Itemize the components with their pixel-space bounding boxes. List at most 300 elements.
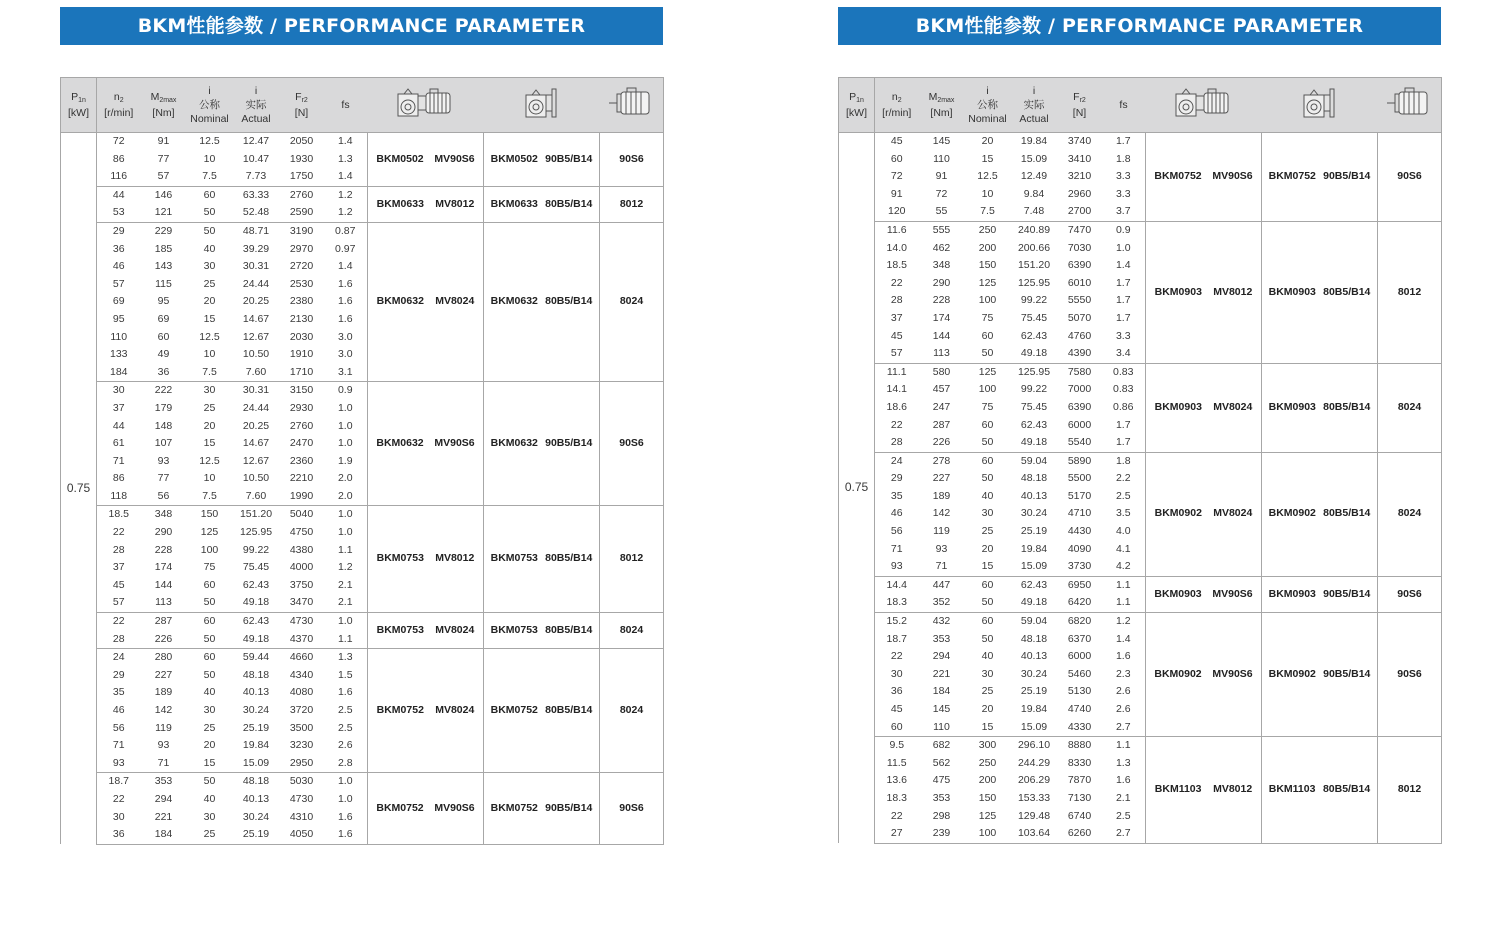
flange-model-cell — [484, 613, 600, 649]
service-factor-cell: 1.3 — [337, 152, 353, 165]
speed-cell: 37 — [112, 561, 125, 574]
radial-load-cell: 1990 — [280, 488, 324, 506]
reducer-model: BKM1103 — [1268, 783, 1316, 796]
radial-load-cell: 3740 — [1058, 133, 1102, 151]
torque-cell: 221 — [932, 667, 951, 680]
reducer-model: BKM1103 — [1154, 783, 1202, 796]
actual-ratio-cell: 24.44 — [242, 277, 270, 290]
speed-header-symbol: n — [113, 91, 120, 103]
gearbox-with-flange-icon — [1298, 85, 1342, 125]
radial-load-cell: 7000 — [1067, 383, 1092, 396]
nominal-ratio-cell: 12.5 — [199, 454, 220, 467]
nominal-ratio-cell: 60 — [965, 576, 1011, 594]
nominal-ratio-cell: 60 — [187, 649, 233, 667]
speed-cell: 110 — [110, 330, 128, 343]
torque-header-subscript: 2max — [937, 97, 955, 104]
nominal-ratio-cell: 15 — [965, 558, 1011, 576]
nominal-ratio-cell: 15 — [203, 437, 216, 450]
speed-cell: 28 — [97, 631, 141, 649]
nominal-ratio-cell: 50 — [981, 632, 994, 645]
nominal-ratio-cell: 75 — [203, 561, 216, 574]
speed-cell: 24 — [97, 649, 141, 667]
actual-ratio-cell: 129.48 — [1017, 809, 1051, 822]
reducer-model: BKM0753 — [376, 623, 424, 636]
motor-frame-cell: 90S6 — [1378, 613, 1442, 737]
gearmotor-model-cell — [1146, 613, 1262, 737]
nominal-ratio-cell: 7.5 — [187, 488, 233, 506]
service-factor-cell: 1.2 — [1102, 613, 1146, 631]
motor-frame-cell: 8012 — [600, 506, 664, 613]
actual-ratio-cell: 200.66 — [1017, 241, 1051, 254]
speed-cell: 93 — [97, 755, 141, 773]
table-row — [61, 613, 664, 631]
service-factor-cell: 1.0 — [337, 401, 353, 414]
flange-model-cell — [484, 133, 600, 187]
table-row — [839, 221, 1442, 239]
reducer-model: BKM0752 — [376, 704, 424, 716]
actual-ratio-header-symbol: i — [1032, 85, 1036, 97]
radial-load-cell: 2210 — [289, 472, 314, 485]
speed-cell: 56 — [112, 721, 125, 734]
motor-model: MV90S6 — [1212, 667, 1253, 680]
speed-cell: 53 — [97, 204, 141, 222]
torque-cell: 475 — [932, 774, 951, 787]
torque-cell: 298 — [932, 809, 951, 822]
speed-cell: 46 — [890, 507, 903, 520]
radial-load-cell: 6260 — [1058, 825, 1102, 843]
speed-header-unit: [r/min] — [104, 107, 134, 119]
nominal-ratio-cell: 10 — [203, 152, 216, 165]
nominal-ratio-cell: 20 — [965, 133, 1011, 151]
motor-model: MV90S6 — [434, 152, 475, 165]
service-factor-cell: 0.9 — [324, 382, 368, 400]
torque-cell: 189 — [154, 686, 173, 699]
service-factor-cell: 1.6 — [1115, 650, 1131, 663]
radial-load-cell: 4090 — [1067, 542, 1092, 555]
power-header-unit: [kW] — [846, 107, 867, 119]
speed-cell: 18.3 — [875, 594, 919, 612]
nominal-ratio-cell: 40 — [203, 792, 216, 805]
torque-cell: 239 — [919, 825, 965, 843]
motor-model: MV8012 — [1213, 285, 1253, 298]
gearmotor-with-motor-icon — [394, 85, 458, 125]
motor-frame-cell: 8024 — [600, 649, 664, 773]
actual-ratio-cell: 12.67 — [242, 454, 270, 467]
speed-cell: 18.6 — [886, 400, 907, 413]
nominal-ratio-cell: 30 — [203, 260, 216, 273]
radial-load-cell: 2970 — [289, 242, 314, 255]
actual-ratio-cell: 62.43 — [1011, 576, 1058, 594]
radial-load-cell: 1910 — [289, 348, 314, 361]
actual-ratio-cell: 296.10 — [1011, 737, 1058, 755]
performance-table — [838, 77, 1442, 844]
actual-ratio-cell: 125.95 — [239, 526, 273, 539]
motor-model: MV90S6 — [1212, 587, 1253, 600]
speed-cell: 35 — [890, 489, 903, 502]
gearmotor-model-cell — [1146, 133, 1262, 222]
gearmotor-with-motor-icon — [1172, 85, 1236, 125]
header-row — [61, 78, 664, 133]
config-header-2 — [484, 78, 600, 133]
nominal-ratio-cell: 40 — [981, 650, 994, 663]
radial-load-cell: 2380 — [289, 295, 314, 308]
table-row — [61, 649, 664, 667]
reducer-model: BKM0632 — [490, 437, 538, 450]
torque-cell: 55 — [919, 203, 965, 221]
actual-ratio-cell: 125.95 — [1011, 363, 1058, 381]
power-cell: 0.75 — [839, 133, 875, 844]
torque-cell: 247 — [932, 400, 951, 413]
service-factor-cell: 2.7 — [1102, 825, 1146, 843]
radial-load-cell: 5550 — [1067, 294, 1092, 307]
flange-model-cell — [484, 506, 600, 613]
actual-ratio-cell: 40.13 — [1020, 489, 1048, 502]
actual-ratio-cell: 49.18 — [1011, 434, 1058, 452]
speed-cell: 36 — [890, 685, 903, 698]
service-factor-cell: 1.4 — [1115, 259, 1131, 272]
torque-cell: 119 — [933, 525, 950, 538]
actual-ratio-cell: 25.19 — [1020, 685, 1048, 698]
actual-ratio-cell: 30.24 — [242, 810, 270, 823]
speed-cell: 11.1 — [875, 363, 919, 381]
actual-ratio-cell: 30.24 — [1020, 667, 1048, 680]
actual-ratio-cell: 49.18 — [1011, 345, 1058, 363]
radial-load-cell: 5500 — [1067, 472, 1092, 485]
nominal-ratio-cell: 30 — [981, 667, 994, 680]
speed-cell: 18.5 — [886, 259, 907, 272]
torque-cell: 184 — [141, 826, 187, 844]
service-factor-cell: 2.1 — [1115, 791, 1131, 804]
actual-ratio-cell: 49.18 — [233, 631, 280, 649]
speed-cell: 71 — [112, 739, 125, 752]
speed-cell: 184 — [97, 364, 141, 382]
torque-cell: 119 — [155, 721, 172, 734]
radial-load-cell: 3730 — [1058, 558, 1102, 576]
motor-frame-cell: 8024 — [600, 613, 664, 649]
actual-ratio-header — [1011, 78, 1058, 133]
flange-model-cell — [1262, 363, 1378, 452]
actual-ratio-header — [233, 78, 280, 133]
actual-ratio-header-cn: 实际 — [245, 99, 267, 111]
radial-load-header — [1058, 78, 1102, 133]
radial-load-cell: 5540 — [1058, 434, 1102, 452]
service-factor-cell: 1.7 — [1102, 434, 1146, 452]
nominal-ratio-cell: 25 — [981, 685, 994, 698]
actual-ratio-cell: 75.45 — [1020, 311, 1048, 324]
actual-ratio-cell: 151.20 — [1017, 259, 1051, 272]
gearmotor-model-cell — [1146, 452, 1262, 576]
service-factor-cell: 1.0 — [324, 613, 368, 631]
speed-cell: 60 — [875, 719, 919, 737]
motor-frame-cell: 8012 — [1378, 737, 1442, 844]
radial-load-cell: 2930 — [289, 401, 314, 414]
actual-ratio-cell: 40.13 — [242, 792, 270, 805]
speed-cell: 118 — [97, 488, 141, 506]
speed-cell: 18.3 — [886, 791, 907, 804]
flange-model-cell — [1262, 452, 1378, 576]
radial-load-cell: 7870 — [1067, 774, 1092, 787]
radial-load-cell: 4760 — [1067, 329, 1092, 342]
actual-ratio-cell: 52.48 — [233, 204, 280, 222]
speed-cell: 29 — [97, 222, 141, 240]
torque-cell: 145 — [919, 133, 965, 151]
flange-type: 80B5/B14 — [1323, 285, 1371, 298]
reducer-model: BKM0752 — [1268, 170, 1316, 183]
torque-cell: 72 — [935, 187, 948, 200]
actual-ratio-cell: 30.24 — [1020, 507, 1048, 520]
radial-load-cell: 4730 — [280, 613, 324, 631]
speed-cell: 69 — [112, 295, 125, 308]
service-factor-cell: 1.4 — [324, 168, 368, 186]
flange-model-cell — [484, 222, 600, 381]
radial-load-cell: 6420 — [1058, 594, 1102, 612]
actual-ratio-cell: 12.47 — [233, 133, 280, 151]
torque-cell: 174 — [154, 561, 173, 574]
nominal-ratio-cell: 20 — [981, 703, 994, 715]
actual-ratio-cell: 30.31 — [233, 382, 280, 400]
actual-ratio-cell: 15.09 — [1011, 719, 1058, 737]
flange-type: 80B5/B14 — [545, 197, 593, 210]
torque-cell: 56 — [141, 488, 187, 506]
service-factor-cell: 2.6 — [1115, 685, 1131, 698]
power-header-subscript: 1n — [856, 97, 864, 104]
torque-cell: 93 — [157, 454, 170, 467]
torque-cell: 91 — [141, 133, 187, 151]
speed-cell: 86 — [112, 472, 125, 485]
speed-cell: 11.6 — [875, 221, 919, 239]
radial-load-cell: 3230 — [289, 739, 314, 752]
torque-cell: 280 — [141, 649, 187, 667]
torque-cell: 447 — [919, 576, 965, 594]
torque-header-unit: [Nm] — [930, 107, 953, 119]
speed-cell: 30 — [97, 382, 141, 400]
speed-cell: 60 — [890, 152, 903, 165]
radial-load-cell: 4740 — [1067, 703, 1092, 715]
service-factor-cell: 1.6 — [337, 312, 353, 325]
reducer-model: BKM0633 — [490, 197, 538, 210]
speed-header-symbol: n — [891, 91, 898, 103]
radial-load-cell: 2960 — [1067, 187, 1092, 200]
nominal-ratio-cell: 15 — [981, 152, 994, 165]
reducer-model: BKM0753 — [490, 623, 538, 636]
actual-ratio-cell: 99.22 — [1020, 294, 1048, 307]
reducer-model: BKM0903 — [1154, 400, 1202, 413]
service-factor-cell: 1.8 — [1115, 152, 1131, 165]
service-factor-cell: 2.2 — [1115, 472, 1131, 485]
speed-cell: 116 — [97, 168, 141, 186]
reducer-model: BKM0903 — [1268, 285, 1316, 298]
actual-ratio-cell: 10.47 — [242, 152, 270, 165]
performance-table — [60, 77, 664, 845]
radial-load-cell: 2590 — [280, 204, 324, 222]
actual-ratio-cell: 10.50 — [242, 472, 270, 485]
actual-ratio-cell: 240.89 — [1011, 221, 1058, 239]
speed-cell: 27 — [875, 825, 919, 843]
actual-ratio-cell: 10.50 — [242, 348, 270, 361]
nominal-ratio-cell: 25 — [203, 401, 216, 414]
torque-header-symbol: M — [150, 91, 160, 103]
torque-cell: 353 — [932, 791, 951, 804]
speed-cell: 22 — [112, 792, 125, 805]
reducer-model: BKM0902 — [1268, 667, 1316, 680]
nominal-ratio-cell: 25 — [203, 721, 216, 734]
flange-type: 80B5/B14 — [545, 623, 593, 636]
radial-load-cell: 2760 — [280, 186, 324, 204]
power-cell: 0.75 — [61, 133, 97, 845]
actual-ratio-cell: 206.29 — [1017, 774, 1051, 787]
actual-ratio-cell: 15.09 — [233, 755, 280, 773]
torque-cell: 226 — [919, 434, 965, 452]
nominal-ratio-cell: 125 — [965, 363, 1011, 381]
reducer-model: BKM0753 — [490, 552, 538, 565]
speed-cell: 36 — [112, 242, 125, 255]
gearmotor-model-cell — [1146, 737, 1262, 844]
radial-load-header — [280, 78, 324, 133]
radial-load-cell: 5890 — [1058, 452, 1102, 470]
reducer-model: BKM0752 — [376, 801, 424, 814]
motor-model: MV8024 — [1213, 400, 1253, 413]
speed-header-subscript: 2 — [897, 97, 902, 104]
service-factor-cell: 1.7 — [1115, 294, 1131, 307]
radial-load-header-unit: [N] — [294, 107, 309, 119]
torque-cell: 49 — [157, 348, 170, 361]
service-factor-header — [1102, 78, 1146, 133]
torque-cell: 348 — [932, 259, 951, 272]
torque-cell: 229 — [141, 222, 187, 240]
speed-cell: 46 — [112, 260, 125, 273]
service-factor-cell: 1.4 — [337, 260, 353, 273]
flange-type: 80B5/B14 — [1323, 507, 1371, 520]
nominal-ratio-cell: 50 — [187, 773, 233, 791]
motor-frame-cell: 8024 — [1378, 363, 1442, 452]
speed-header-unit: [r/min] — [882, 107, 912, 119]
radial-load-cell: 1750 — [280, 168, 324, 186]
nominal-ratio-header-symbol: i — [208, 85, 211, 97]
speed-cell: 93 — [875, 558, 919, 576]
table-row — [839, 576, 1442, 594]
radial-load-cell: 7470 — [1058, 221, 1102, 239]
speed-cell: 28 — [112, 543, 125, 556]
torque-cell: 287 — [932, 418, 951, 431]
speed-cell: 15.2 — [875, 613, 919, 631]
radial-load-header-unit: [N] — [1072, 107, 1087, 119]
torque-cell: 462 — [932, 241, 951, 254]
radial-load-header-symbol: F — [1073, 91, 1080, 103]
torque-cell: 189 — [932, 489, 951, 502]
power-header-subscript: 1n — [78, 97, 86, 104]
service-factor-cell: 1.6 — [337, 277, 353, 290]
nominal-ratio-cell: 50 — [187, 594, 233, 612]
actual-ratio-cell: 20.25 — [242, 419, 270, 432]
actual-ratio-cell: 75.45 — [242, 561, 270, 574]
motor-model: MV8012 — [435, 552, 475, 565]
nominal-ratio-cell: 7.5 — [187, 364, 233, 382]
nominal-ratio-cell: 10 — [203, 472, 216, 485]
actual-ratio-cell: 48.71 — [233, 222, 280, 240]
radial-load-cell: 2030 — [289, 330, 314, 343]
radial-load-cell: 7580 — [1058, 363, 1102, 381]
radial-load-cell: 3190 — [280, 222, 324, 240]
nominal-ratio-cell: 100 — [965, 825, 1011, 843]
speed-header — [875, 78, 919, 133]
torque-cell: 146 — [141, 186, 187, 204]
actual-ratio-cell: 19.84 — [242, 739, 270, 752]
service-factor-cell: 4.0 — [1115, 525, 1131, 538]
radial-load-cell: 4730 — [289, 792, 314, 805]
nominal-ratio-header — [965, 78, 1011, 133]
reducer-model: BKM0753 — [376, 552, 424, 565]
radial-load-cell: 4370 — [280, 631, 324, 649]
nominal-ratio-cell: 30 — [187, 382, 233, 400]
radial-load-cell: 2530 — [289, 277, 314, 290]
speed-cell: 22 — [890, 809, 903, 822]
service-factor-header — [324, 78, 368, 133]
gearmotor-model-cell — [1146, 576, 1262, 612]
torque-cell: 71 — [919, 558, 965, 576]
flange-model-cell — [1262, 737, 1378, 844]
service-factor-cell: 1.5 — [337, 668, 353, 681]
nominal-ratio-cell: 250 — [965, 221, 1011, 239]
radial-load-cell: 6000 — [1067, 650, 1092, 663]
service-factor-label: fs — [341, 99, 350, 111]
torque-cell: 142 — [932, 507, 951, 520]
service-factor-cell: 4.1 — [1115, 542, 1131, 555]
actual-ratio-cell: 19.84 — [1020, 703, 1048, 715]
config-header-1 — [1146, 78, 1262, 133]
actual-ratio-cell: 12.49 — [1020, 170, 1048, 183]
electric-motor-icon — [607, 85, 655, 125]
service-factor-cell: 0.87 — [324, 222, 368, 240]
radial-load-cell: 2760 — [289, 419, 314, 432]
speed-cell: 30 — [112, 810, 125, 823]
radial-load-header-subscript: r2 — [301, 97, 308, 104]
speed-cell: 45 — [890, 329, 903, 342]
radial-load-cell: 4390 — [1058, 345, 1102, 363]
radial-load-cell: 6000 — [1067, 418, 1092, 431]
radial-load-cell: 5040 — [280, 506, 324, 524]
actual-ratio-cell: 99.22 — [1020, 383, 1048, 396]
speed-cell: 72 — [890, 170, 903, 183]
gearmotor-model-cell — [368, 773, 484, 844]
flange-type: 90B5/B14 — [545, 437, 593, 450]
service-factor-cell: 1.0 — [337, 419, 353, 432]
radial-load-cell: 5130 — [1067, 685, 1092, 698]
service-factor-cell: 0.97 — [335, 242, 356, 255]
speed-cell: 91 — [890, 187, 903, 200]
nominal-ratio-cell: 25 — [187, 826, 233, 844]
service-factor-cell: 1.3 — [324, 649, 368, 667]
motor-frame-cell: 8012 — [600, 186, 664, 222]
radial-load-cell: 4750 — [289, 526, 314, 539]
actual-ratio-cell: 48.18 — [1020, 632, 1048, 645]
nominal-ratio-cell: 60 — [965, 452, 1011, 470]
nominal-ratio-cell: 15 — [187, 755, 233, 773]
flange-model-cell — [484, 382, 600, 506]
torque-cell: 174 — [932, 311, 951, 324]
nominal-ratio-cell: 50 — [965, 345, 1011, 363]
service-factor-cell: 2.8 — [324, 755, 368, 773]
actual-ratio-cell: 40.13 — [1020, 650, 1048, 663]
torque-header — [919, 78, 965, 133]
nominal-ratio-cell: 100 — [978, 383, 997, 396]
speed-cell: 18.5 — [97, 506, 141, 524]
service-factor-cell: 1.7 — [1115, 418, 1131, 431]
nominal-ratio-cell: 25 — [981, 525, 994, 538]
speed-cell: 11.5 — [886, 756, 907, 769]
nominal-ratio-cell: 75 — [981, 400, 994, 413]
service-factor-cell: 3.0 — [337, 330, 353, 343]
actual-ratio-cell: 30.31 — [242, 260, 270, 273]
